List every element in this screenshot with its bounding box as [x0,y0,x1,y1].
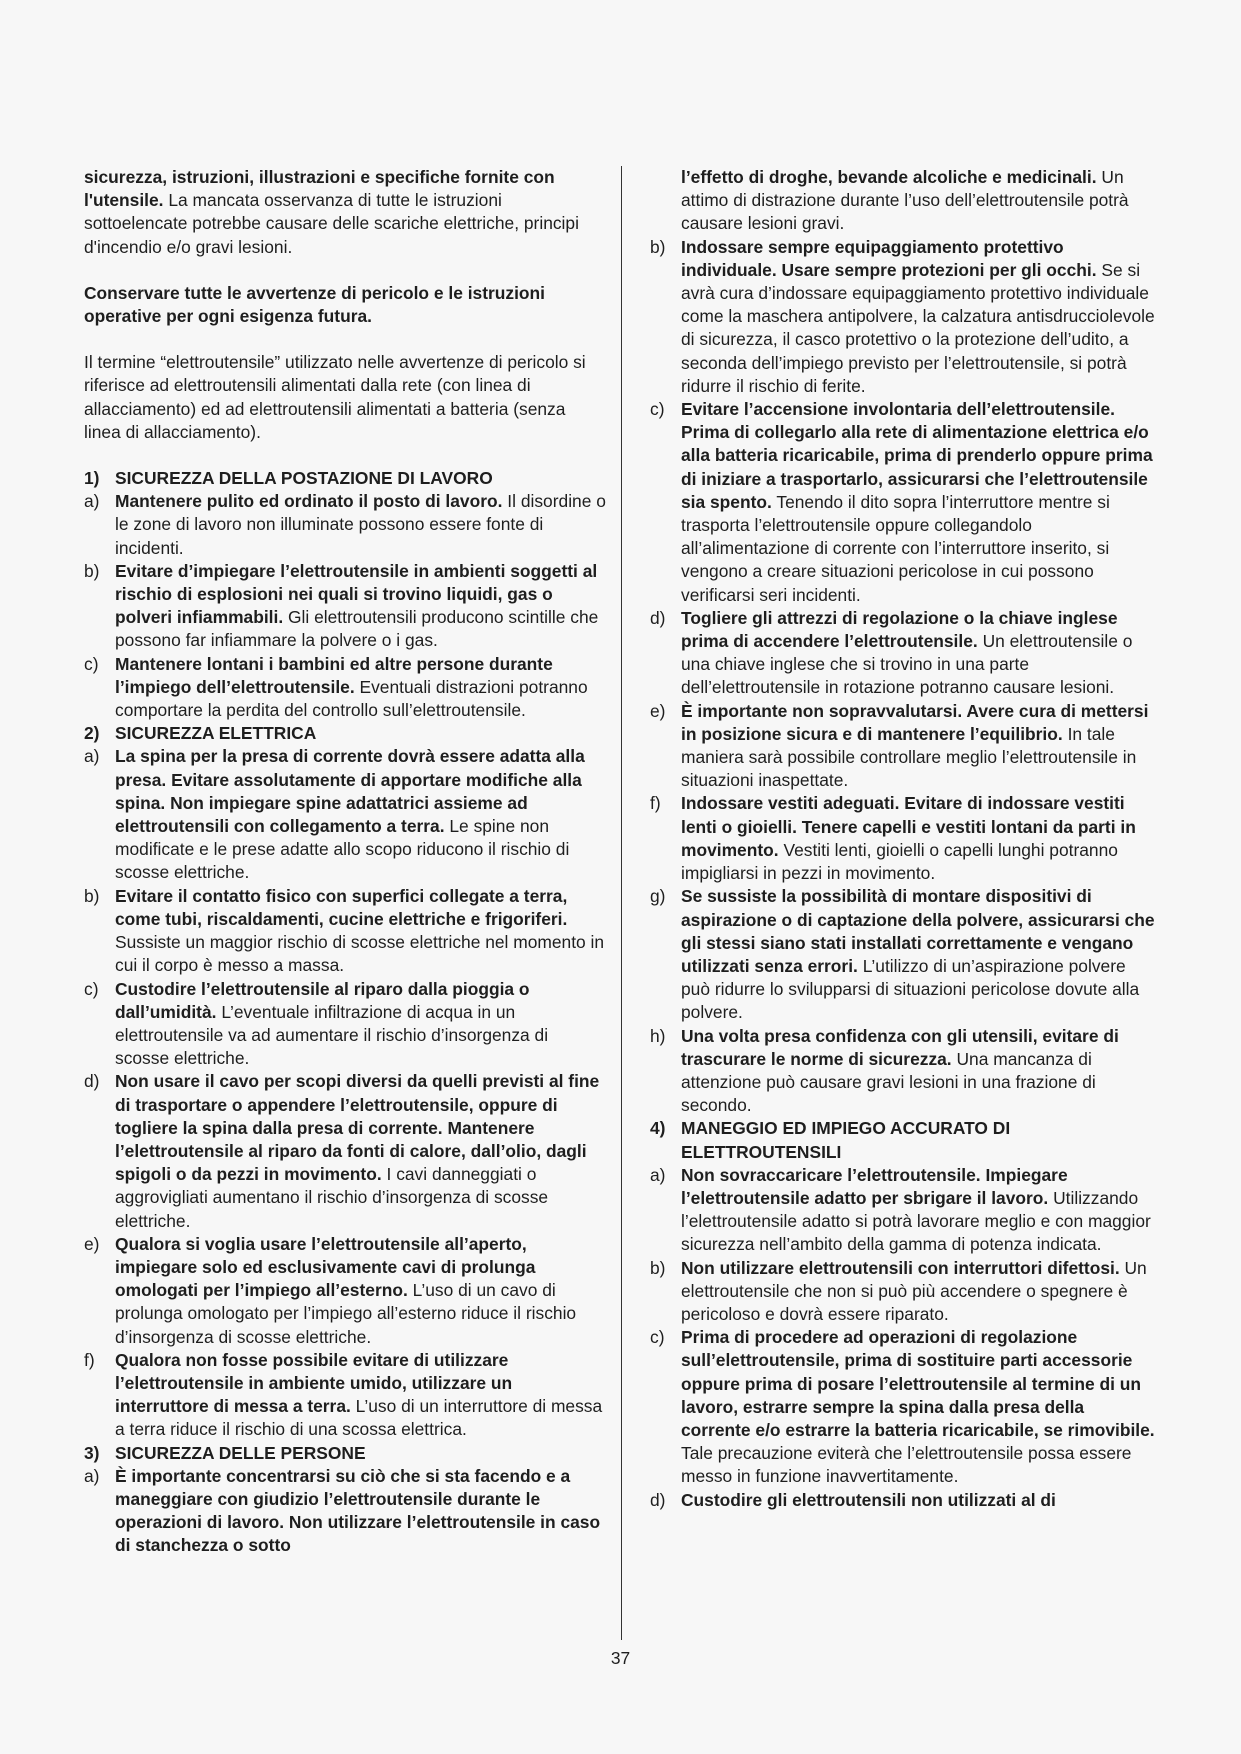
page-number: 37 [610,1648,631,1668]
continued-paragraph: l’effetto di droghe, bevande alcoliche e medicinali. Un attimo di distrazione durante l’uso dell’elettroutensile potrà causare lesioni gravi. [681,167,1129,234]
list-item: b) Evitare d’impiegare l’elettroutensile in ambienti soggetti al rischio di esplosioni nei quali si trovino liquidi, gas o polveri infiammabili. Gli elettroutensili producono scintille che possono far infiammare la polvere o i gas. [84,560,599,651]
list-item: b) Non utilizzare elettroutensili con interruttori difettosi. Un elettroutensile che non si può più accendere o spegnere è pericoloso e dovrà essere riparato. [650,1257,1147,1324]
intro-paragraph [84,166,606,259]
intro-text: La mancata osservanza di tutte le istruzioni sottoelencate potrebbe causare delle scariche elettriche, principi d'incendio e/o gravi lesioni. [84,190,579,257]
section-heading-1: 1) SICUREZZA DELLA POSTAZIONE DI LAVORO [84,468,493,489]
list-item: f) Qualora non fosse possibile evitare di utilizzare l’elettroutensile in ambiente umido, utilizzare un interruttore di messa a terra. L’uso di un interruttore di messa a terra riduce il rischio di una scossa elettrica. [84,1349,603,1440]
list-item: e) È importante non sopravvalutarsi. Avere cura di mettersi in posizione sicura e di mantenere l’equilibrio. In tale maniera sarà possibile controllare meglio l’elettroutensile in situazioni inaspettate. [650,700,1149,791]
left-column [84,166,606,1558]
intro-bold: sicurezza, istruzioni, illustrazioni e specifiche fornite con l'utensile. [84,167,555,211]
list-item: a) È importante concentrarsi su ciò che si sta facendo e a maneggiare con giudizio l’elettroutensile durante le operazioni di lavoro. Non utilizzare l’elettroutensile in caso di stanchezza o sotto [84,1465,601,1556]
list-item: d) Non usare il cavo per scopi diversi da quelli previsti al fine di trasportare o appendere l’elettroutensile, oppure di togliere la spina dalla presa di corrente. Mantenere l’elettroutensile al riparo da fonti di calore, dall’olio, dagli spigoli o da pezzi in movimento. I cavi danneggiati o aggrovigliati aumentano il rischio d’insorgenza di scosse elettriche. [84,1071,600,1231]
term-paragraph: Il termine “elettroutensile” utilizzato nelle avvertenze di pericolo si riferisce ad elettroutensili alimentati dalla rete (con linea di allacciamento) ed ad elettroutensili alimentati a batteria (senza linea di allacciamento). [84,352,586,442]
list-item: e) Qualora si voglia usare l’elettroutensile all’aperto, impiegare solo ed esclusivamente cavi di prolunga omologati per l’impiego all’esterno. L’uso di un cavo di prolunga omologato per l’impiego all’esterno riduce il rischio d’insorgenza di scosse elettriche. [84,1233,577,1347]
list-item: a) Non sovraccaricare l’elettroutensile. Impiegare l’elettroutensile adatto per sbrigare il lavoro. Utilizzando l’elettroutensile adatto si potrà lavorare meglio e con maggior sicurezza nell’ambito della gamma di potenza indicata. [650,1164,1151,1255]
list-item: a) La spina per la presa di corrente dovrà essere adatta alla presa. Evitare assolutamente di apportare modifiche alla spina. Non impiegare spine adattatrici assieme ad elettroutensili con collegamento a terra. Le spine non modificate e le prese adatte allo scopo riducono il rischio di scosse elettriche. [84,746,585,883]
list-item: c) Custodire l’elettroutensile al riparo dalla pioggia o dall’umidità. L’eventuale infiltrazione di acqua in un elettroutensile va ad aumentare il rischio d’insorgenza di scosse elettriche. [84,978,549,1069]
list-item: b) Evitare il contatto fisico con superfici collegate a terra, come tubi, riscaldamenti, cucine elettriche e frigoriferi. Sussiste un maggior rischio di scosse elettriche nel momento in cui il corpo è messo a massa. [84,885,605,976]
list-item: f) Indossare vestiti adeguati. Evitare di indossare vestiti lenti o gioielli. Tenere capelli e vestiti lontani da parti in movimento. Vestiti lenti, gioielli o capelli lunghi potranno impigliarsi in pezzi in movimento. [650,793,1136,884]
column-divider [621,166,622,1640]
section-heading-4: 4) MANEGGIO ED IMPIEGO ACCURATO DI ELETTROUTENSILI [650,1118,1011,1162]
list-item: b) Indossare sempre equipaggiamento protettivo individuale. Usare sempre protezioni per gli occhi. Se si avrà cura d’indossare equipaggiamento protettivo individuale come la maschera antipolvere, la calzatura antisdrucciolevole di sicurezza, il casco protettivo o la protezione dell’udito, a seconda dell’impiego previsto per l’elettroutensile, si potrà ridurre il rischio di ferite. [650,236,1155,396]
list-item: c) Evitare l’accensione involontaria dell’elettroutensile. Prima di collegarlo alla rete di alimentazione elettrica e/o alla batteria ricaricabile, prima di prenderlo oppure prima di iniziare a trasportarlo, assicurarsi che l’elettroutensile sia spento. Tenendo il dito sopra l’interruttore mentre si trasporta l’elettroutensile oppure collegandolo all’alimentazione di corrente con l’interruttore inserito, si vengono a creare situazioni pericolose in cui possono verificarsi seri incidenti. [650,399,1153,605]
list-item: d) Custodire gli elettroutensili non utilizzati al di [650,1489,1056,1510]
list-item: a) Mantenere pulito ed ordinato il posto di lavoro. Il disordine o le zone di lavoro non illuminate possono essere fonte di incidenti. [84,491,606,558]
right-column [650,166,1155,1512]
list-item: c) Mantenere lontani i bambini ed altre persone durante l’impiego dell’elettroutensile. Eventuali distrazioni potranno comportare la perdita del controllo sull’elettroutensile. [84,653,588,721]
list-item: g) Se sussiste la possibilità di montare dispositivi di aspirazione o di captazione della polvere, assicurarsi che gli stessi siano stati installati correttamente e vengano utilizzati senza errori. L’utilizzo di un’aspirazione polvere può ridurre lo svilupparsi di situazioni pericolose dovute alla polvere. [650,886,1155,1023]
section-heading-3: 3) SICUREZZA DELLE PERSONE [84,1442,366,1463]
list-item: c) Prima di procedere ad operazioni di regolazione sull’elettroutensile, prima di sostituire parti accessorie oppure prima di posare l’elettroutensile al termine di un lavoro, estrarre sempre la spina dalla presa della corrente e/o estrarre la batteria ricaricabile, se rimovibile. Tale precauzione eviterà che l’elettroutensile possa essere messo in funzione inavvertitamente. [650,1327,1155,1487]
section-heading-2: 2) SICUREZZA ELETTRICA [84,723,317,744]
keep-warnings-note: Conservare tutte le avvertenze di pericolo e le istruzioni operative per ogni esigenza futura. [84,282,545,327]
list-item: h) Una volta presa confidenza con gli utensili, evitare di trascurare le norme di sicurezza. Una mancanza di attenzione può causare gravi lesioni in una frazione di secondo. [650,1025,1119,1116]
list-item: d) Togliere gli attrezzi di regolazione o la chiave inglese prima di accendere l’elettroutensile. Un elettroutensile o una chiave inglese che si trovino in una parte dell’elettroutensile in rotazione potranno causare lesioni. [650,607,1133,698]
